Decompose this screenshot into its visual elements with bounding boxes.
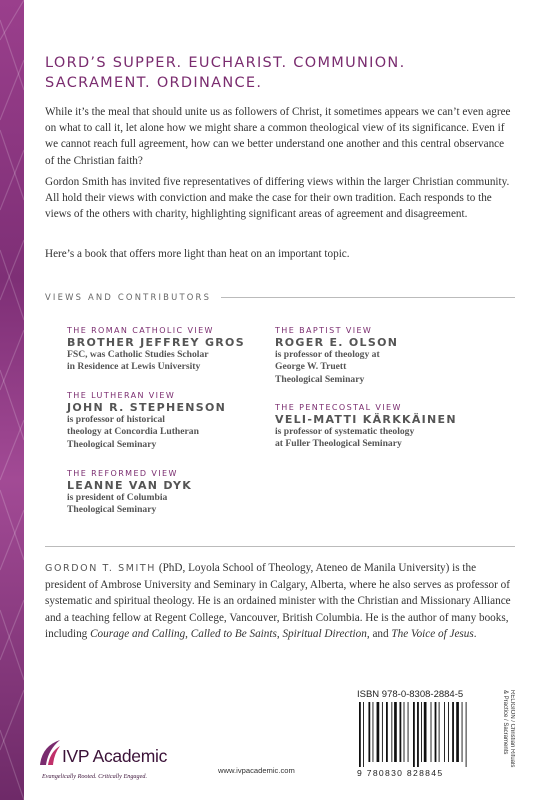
barcode-bar (435, 702, 437, 762)
barcode-bar (421, 702, 422, 762)
barcode-bar (439, 702, 440, 762)
contributor-desc: is professor of theology at (275, 349, 380, 360)
book-title: Courage and Calling (90, 627, 186, 640)
barcode-bar (417, 702, 419, 767)
author-bio (45, 560, 515, 642)
intro-paragraph-2: Gordon Smith has invited five representatives of differing views within the larger Christian community. All hold their views with conviction and make the case for their own tradition. Each responds to the views of the others with charity, highlighting significant areas of agreement and disagreement. (45, 176, 510, 221)
decorative-side-strip (0, 0, 24, 800)
contributor-desc: theology at Concordia Lutheran (67, 426, 199, 438)
barcode-bar (408, 702, 409, 762)
publisher-logo (28, 736, 203, 782)
contributor-desc: is president of Columbia (67, 492, 168, 503)
section-divider (45, 546, 515, 547)
intro-paragraph-1: While it’s the meal that should unite us as followers of Christ, it sometimes appears we can’t even agree on what to call it, let alone how we might share a common theological view of its significance. Even if we cannot reach full agreement, how can we better understand one another and this central observance of the Christian faith? (45, 106, 511, 167)
religion-category: RELIGION / Christian Rituals & Practice / Sacraments (502, 690, 515, 768)
barcode-bar (359, 702, 361, 767)
contributor-desc: at Fuller Theological Seminary (275, 438, 402, 450)
bio-end: . (473, 627, 477, 640)
pattern-icon (0, 0, 24, 800)
contributor-desc: Theological Seminary (67, 504, 157, 516)
barcode-bar (373, 702, 374, 762)
contributor-name: BROTHER JEFFREY GROS (67, 336, 245, 349)
contributor-desc: Theological Seminary (275, 373, 365, 385)
barcode-bar (448, 702, 449, 762)
view-entry-baptist (275, 325, 485, 386)
barcode-bar (424, 702, 427, 762)
view-label: THE REFORMED VIEW (67, 469, 178, 478)
barcode-bar (413, 702, 415, 767)
barcode-bar (431, 702, 432, 762)
contributor-name: LEANNE VAN DYK (67, 479, 193, 492)
view-entry-reformed (67, 468, 277, 517)
headline-line-2: SACRAMENT. ORDINANCE. (45, 75, 263, 91)
book-title: Spiritual Direction (282, 627, 367, 640)
contributor-name: JOHN R. STEPHENSON (67, 401, 227, 414)
contributor-desc: FSC, was Catholic Studies Scholar (67, 349, 209, 360)
views-heading (45, 292, 515, 302)
view-label: THE LUTHERAN VIEW (67, 391, 176, 400)
barcode-bar (444, 702, 445, 762)
views-heading-text: VIEWS AND CONTRIBUTORS (45, 292, 212, 302)
contributor-desc: is professor of systematic theology (275, 426, 415, 437)
barcode-bar (462, 702, 463, 762)
contributor-desc: George W. Truett (275, 361, 347, 373)
barcode-bar (456, 702, 459, 762)
views-heading-rule (221, 297, 515, 298)
barcode-bar (404, 702, 405, 762)
view-entry-pentecostal (275, 402, 485, 451)
bio-text: (PhD, Loyola School of Theology, Ateneo de Manila University) is the president of Ambrose University and Seminary in Calgary, Alberta, where he also serves as professor of systematic and spiritual theology. He is an ordained minister with the Christian and Missionary Alliance and a teaching fellow at Regent College, Vancouver, British Columbia. He is the author of many books, including (45, 562, 511, 640)
barcode-bar (400, 702, 402, 762)
view-label: THE BAPTIST VIEW (275, 326, 373, 335)
contributor-desc: is professor of historical (67, 414, 165, 425)
intro-paragraph-3: Here’s a book that offers more light than heat on an important topic. (45, 248, 350, 260)
barcode-bar (363, 702, 364, 767)
contributor-name: ROGER E. OLSON (275, 336, 399, 349)
barcode-bar (391, 702, 392, 762)
book-title: The Voice of Jesus (391, 627, 474, 640)
barcode-number: 9 780830 828845 (357, 768, 444, 778)
view-label: THE PENTECOSTAL VIEW (275, 403, 402, 412)
contributor-name: VELI-MATTI KÄRKKÄINEN (275, 413, 457, 426)
barcode-bar (466, 702, 467, 767)
view-entry-lutheran (67, 390, 277, 451)
barcode-bar (386, 702, 388, 762)
barcode-bar (382, 702, 383, 762)
author-name: GORDON T. SMITH (45, 563, 157, 574)
barcode-bar (452, 702, 454, 762)
headline-line-1: LORD’S SUPPER. EUCHARIST. COMMUNION. (45, 55, 406, 71)
view-label: THE ROMAN CATHOLIC VIEW (67, 326, 214, 335)
publisher-name: IVP Academic (62, 746, 168, 766)
isbn-text: ISBN 978-0-8308-2884-5 (357, 689, 464, 700)
ivp-mark-icon (38, 738, 62, 766)
contributor-desc: in Residence at Lewis University (67, 361, 201, 373)
barcode-bar (368, 702, 370, 762)
view-entry-roman-catholic (67, 325, 277, 374)
barcode (357, 702, 491, 767)
bio-separator: , (276, 627, 283, 640)
publisher-tagline: Evangelically Rooted. Critically Engaged. (42, 773, 147, 780)
barcode-bar (377, 702, 380, 762)
book-title: Called to Be Saints (190, 627, 277, 640)
bio-separator: , (185, 627, 191, 640)
barcode-bar (394, 702, 397, 762)
contributor-desc: Theological Seminary (67, 438, 157, 450)
headline (45, 53, 505, 93)
bio-separator: , and (366, 627, 392, 640)
publisher-url[interactable]: www.ivpacademic.com (218, 766, 295, 775)
